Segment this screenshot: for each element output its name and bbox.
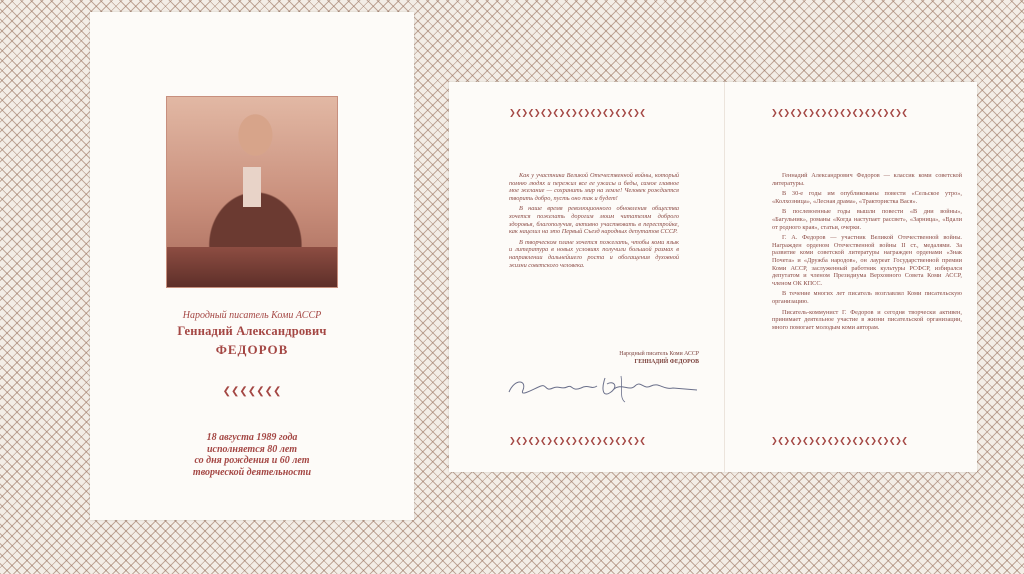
biography-paragraph: В течение многих лет писатель возглавлял Коми писательскую организацию. <box>772 290 962 305</box>
biography-paragraph: Писатель-коммунист Г. Федоров и сегодня творчески активен, принимает деятельное участие в жизни писательской организации, много помогает молодым коми авторам. <box>772 308 962 331</box>
anniversary-line-1: 18 августа 1989 года <box>206 432 298 443</box>
left-invitation-card <box>90 12 414 520</box>
right-open-card <box>449 82 977 472</box>
portrait-shirt <box>243 167 261 207</box>
address-paragraph: В творческом плане хочется пожелать, чтобы коми язык и литература в новых условиях получили большой размах в направлении дальнейшего роста и обогащения духовной жизни советского человека. <box>509 238 679 269</box>
ornament-top-right: ❯❮❯❮❯❮❯❮❯❮❯❮❯❮❯❮❯❮❯❮❯❮ <box>771 108 908 117</box>
anniversary-line-2: исполняется 80 лет <box>206 443 298 455</box>
card-fold-line <box>724 82 725 472</box>
anniversary-line-4: творческой деятельности <box>192 466 312 478</box>
biography-paragraph: Г. А. Федоров — участник Великой Отечественной войны. Награжден орденом Отечественной войны II ст., медалями. За развитие коми советской литературы награжден орденами «Знак Почета» и «Дружба народов», он лауреат Государственной премии Коми АССР, заслуженный работник культуры РСФСР, избирался депутатом и членом Президиума Верховного Совета Коми АССР, членом ОК КПСС. <box>772 234 962 287</box>
ornament-divider: ❮❮❮❮❮❮❮ <box>222 386 282 397</box>
address-paragraph: Как у участника Великой Отечественной войны, который помню людях и пережил все ее ужасы и беды, самое главное мое желание — сохранить мир на земле! Человек рождается творить добро, пусть оно так и будет! <box>509 172 679 202</box>
biography-paragraph: В 30-е годы им опубликованы повести «Сельское утро», «Колхозница», «Лесная драма», «Трактористка Вася». <box>772 190 962 205</box>
signature-title: Народный писатель Коми АССР <box>619 351 699 357</box>
biography-paragraph: Геннадий Александрович Федоров — классик коми советской литературы. <box>772 172 962 187</box>
anniversary-text <box>90 432 414 478</box>
author-name: Геннадий Александрович <box>177 324 327 338</box>
ornament-bottom-right: ❯❮❯❮❯❮❯❮❯❮❯❮❯❮❯❮❯❮❯❮❯❮ <box>771 436 908 445</box>
signature-name: ГЕННАДИЙ ФЕДОРОВ <box>634 359 699 365</box>
signature-caption <box>549 350 699 366</box>
ornament-bottom-left: ❯❮❯❮❯❮❯❮❯❮❯❮❯❮❯❮❯❮❯❮❯❮ <box>509 436 646 445</box>
biography-text <box>772 172 962 334</box>
biography-paragraph: В послевоенные годы вышли повести «В дни войны», «Багульник», романы «Когда наступает рассвет», «Зарница», «Вдали от родного края», статьи, очерки. <box>772 208 962 231</box>
anniversary-line-3: со дня рождения и 60 лет <box>194 455 310 466</box>
address-paragraph: В наше время революционного обновления общества хочется пожелать дорогим моим читателям доброго здоровья, благополучия, активно участвовать в перестройке, как нацелил на это Первый Съезд народных депутатов СССР. <box>509 205 679 236</box>
portrait-table <box>167 247 337 287</box>
handwritten-signature-image <box>501 368 701 404</box>
author-portrait-photo <box>166 96 338 288</box>
author-title: Народный писатель Коми АССР <box>182 310 322 321</box>
author-surname: ФЕДОРОВ <box>215 342 289 357</box>
author-address-text <box>509 172 679 272</box>
ornament-top-left: ❯❮❯❮❯❮❯❮❯❮❯❮❯❮❯❮❯❮❯❮❯❮ <box>509 108 646 117</box>
